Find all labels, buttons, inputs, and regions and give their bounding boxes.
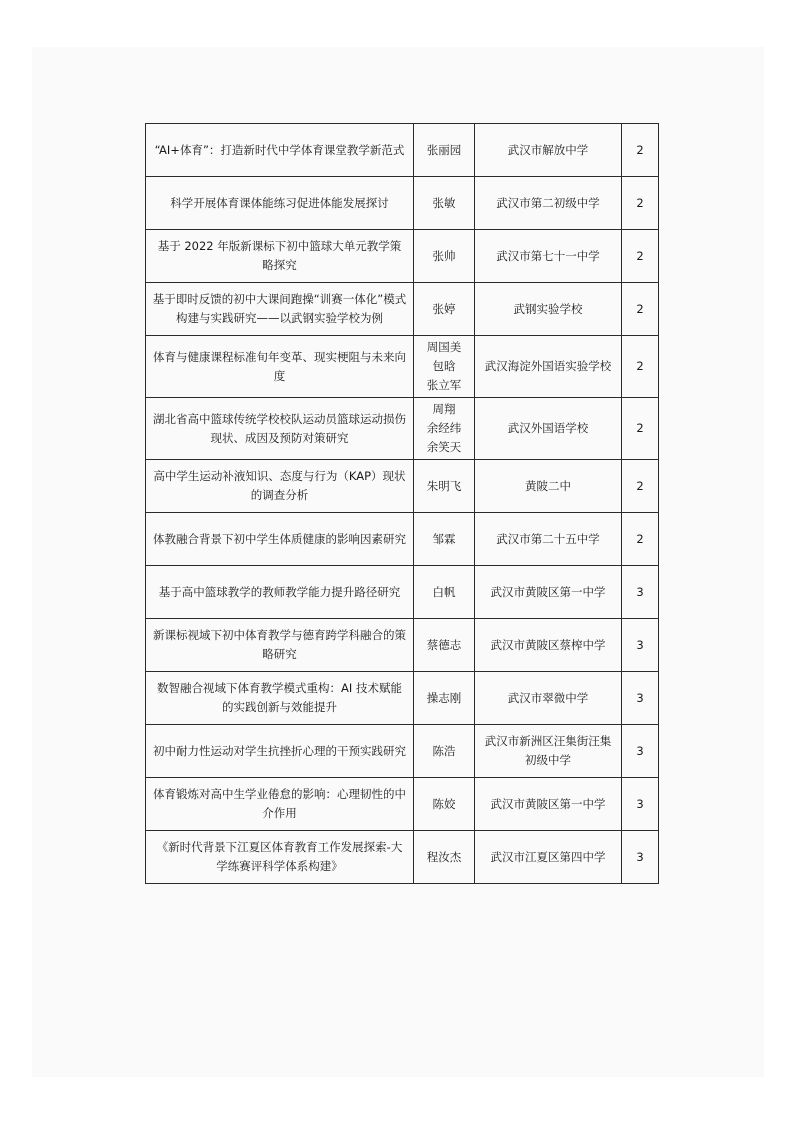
award-table (145, 123, 659, 884)
author-cell (414, 336, 475, 398)
paper-title-cell: 高中学生运动补液知识、态度与行为（KAP）现状的调查分析 (146, 460, 414, 513)
table-row (146, 460, 659, 513)
author-cell (414, 513, 475, 566)
table-row (146, 177, 659, 230)
paper-title-cell: 湖北省高中篮球传统学校校队运动员篮球运动损伤现状、成因及预防对策研究 (146, 398, 414, 460)
author-name: 陈姣 (432, 796, 456, 811)
award-grade-cell: 3 (622, 725, 659, 778)
award-grade-cell: 3 (622, 831, 659, 884)
author-name: 张帅 (432, 248, 456, 263)
school-cell: 武钢实验学校 (475, 283, 622, 336)
school-cell: 武汉市第二十五中学 (475, 513, 622, 566)
author-name: 程汝杰 (426, 849, 462, 864)
award-table-body (146, 124, 659, 884)
school-cell: 武汉外国语学校 (475, 398, 622, 460)
author-name: 陈浩 (432, 743, 456, 758)
table-row (146, 398, 659, 460)
author-cell (414, 566, 475, 619)
school-cell: 武汉市翠微中学 (475, 672, 622, 725)
table-row (146, 619, 659, 672)
award-grade-cell: 2 (622, 398, 659, 460)
author-name: 蔡德志 (426, 637, 462, 652)
table-row (146, 725, 659, 778)
school-cell: 武汉市第二初级中学 (475, 177, 622, 230)
table-row (146, 672, 659, 725)
paper-title-cell: 体教融合背景下初中学生体质健康的影响因素研究 (146, 513, 414, 566)
paper-title-cell: 数智融合视域下体育教学模式重构：AI 技术赋能的实践创新与效能提升 (146, 672, 414, 725)
author-cell (414, 619, 475, 672)
table-row (146, 336, 659, 398)
school-cell: 武汉市黄陂区第一中学 (475, 778, 622, 831)
author-name: 包晗 (432, 359, 456, 373)
school-cell: 武汉市黄陂区蔡榨中学 (475, 619, 622, 672)
author-name: 邹霖 (432, 531, 456, 546)
author-name: 余笑天 (426, 440, 462, 454)
author-name: 张婷 (432, 301, 456, 316)
table-row (146, 831, 659, 884)
school-cell: 武汉海淀外国语实验学校 (475, 336, 622, 398)
author-name: 周国美 (426, 340, 462, 354)
award-grade-cell: 3 (622, 778, 659, 831)
table-row (146, 513, 659, 566)
paper-title-cell: 体育与健康课程标准旬年变革、现实梗阻与未来向度 (146, 336, 414, 398)
table-row (146, 124, 659, 177)
paper-title-cell: 体育锻炼对高中生学业倦怠的影响：心理韧性的中介作用 (146, 778, 414, 831)
paper-title-cell: 科学开展体育课体能练习促进体能发展探讨 (146, 177, 414, 230)
school-cell: 武汉市江夏区第四中学 (475, 831, 622, 884)
award-grade-cell: 2 (622, 124, 659, 177)
author-name: 操志刚 (426, 690, 462, 705)
author-cell (414, 672, 475, 725)
award-grade-cell: 3 (622, 619, 659, 672)
paper-title-cell: 《新时代背景下江夏区体育教育工作发展探索-大学练赛评科学体系构建》 (146, 831, 414, 884)
award-grade-cell: 2 (622, 513, 659, 566)
author-cell (414, 124, 475, 177)
award-grade-cell: 2 (622, 230, 659, 283)
award-grade-cell: 3 (622, 566, 659, 619)
table-row (146, 230, 659, 283)
paper-title-cell: 初中耐力性运动对学生抗挫折心理的干预实践研究 (146, 725, 414, 778)
author-name: 张敏 (432, 195, 456, 210)
author-cell (414, 398, 475, 460)
award-grade-cell: 2 (622, 177, 659, 230)
paper-title-cell: 基于 2022 年版新课标下初中篮球大单元教学策略探究 (146, 230, 414, 283)
author-cell (414, 831, 475, 884)
author-cell (414, 778, 475, 831)
paper-title-cell: 基于即时反馈的初中大课间跑操“训赛一体化”模式构建与实践研究——以武钢实验学校为例 (146, 283, 414, 336)
paper-title-cell: 基于高中篮球教学的教师教学能力提升路径研究 (146, 566, 414, 619)
author-name: 白帆 (432, 584, 456, 599)
award-grade-cell: 2 (622, 283, 659, 336)
award-grade-cell: 2 (622, 460, 659, 513)
author-cell (414, 283, 475, 336)
school-cell: 武汉市新洲区汪集街汪集初级中学 (475, 725, 622, 778)
paper-title-cell: 新课标视域下初中体育教学与德育跨学科融合的策略研究 (146, 619, 414, 672)
author-name: 朱明飞 (426, 478, 462, 493)
author-cell (414, 230, 475, 283)
school-cell: 武汉市解放中学 (475, 124, 622, 177)
table-row (146, 778, 659, 831)
author-cell (414, 725, 475, 778)
author-name: 张丽园 (426, 142, 462, 157)
author-name: 余经纬 (426, 421, 462, 435)
table-row (146, 283, 659, 336)
author-name: 周翔 (432, 402, 456, 416)
author-cell (414, 460, 475, 513)
school-cell: 武汉市第七十一中学 (475, 230, 622, 283)
author-name: 张立军 (426, 378, 462, 392)
paper-title-cell: “AI+体育”：打造新时代中学体育课堂教学新范式 (146, 124, 414, 177)
table-row (146, 566, 659, 619)
school-cell: 武汉市黄陂区第一中学 (475, 566, 622, 619)
author-cell (414, 177, 475, 230)
award-grade-cell: 2 (622, 336, 659, 398)
school-cell: 黄陂二中 (475, 460, 622, 513)
award-grade-cell: 3 (622, 672, 659, 725)
